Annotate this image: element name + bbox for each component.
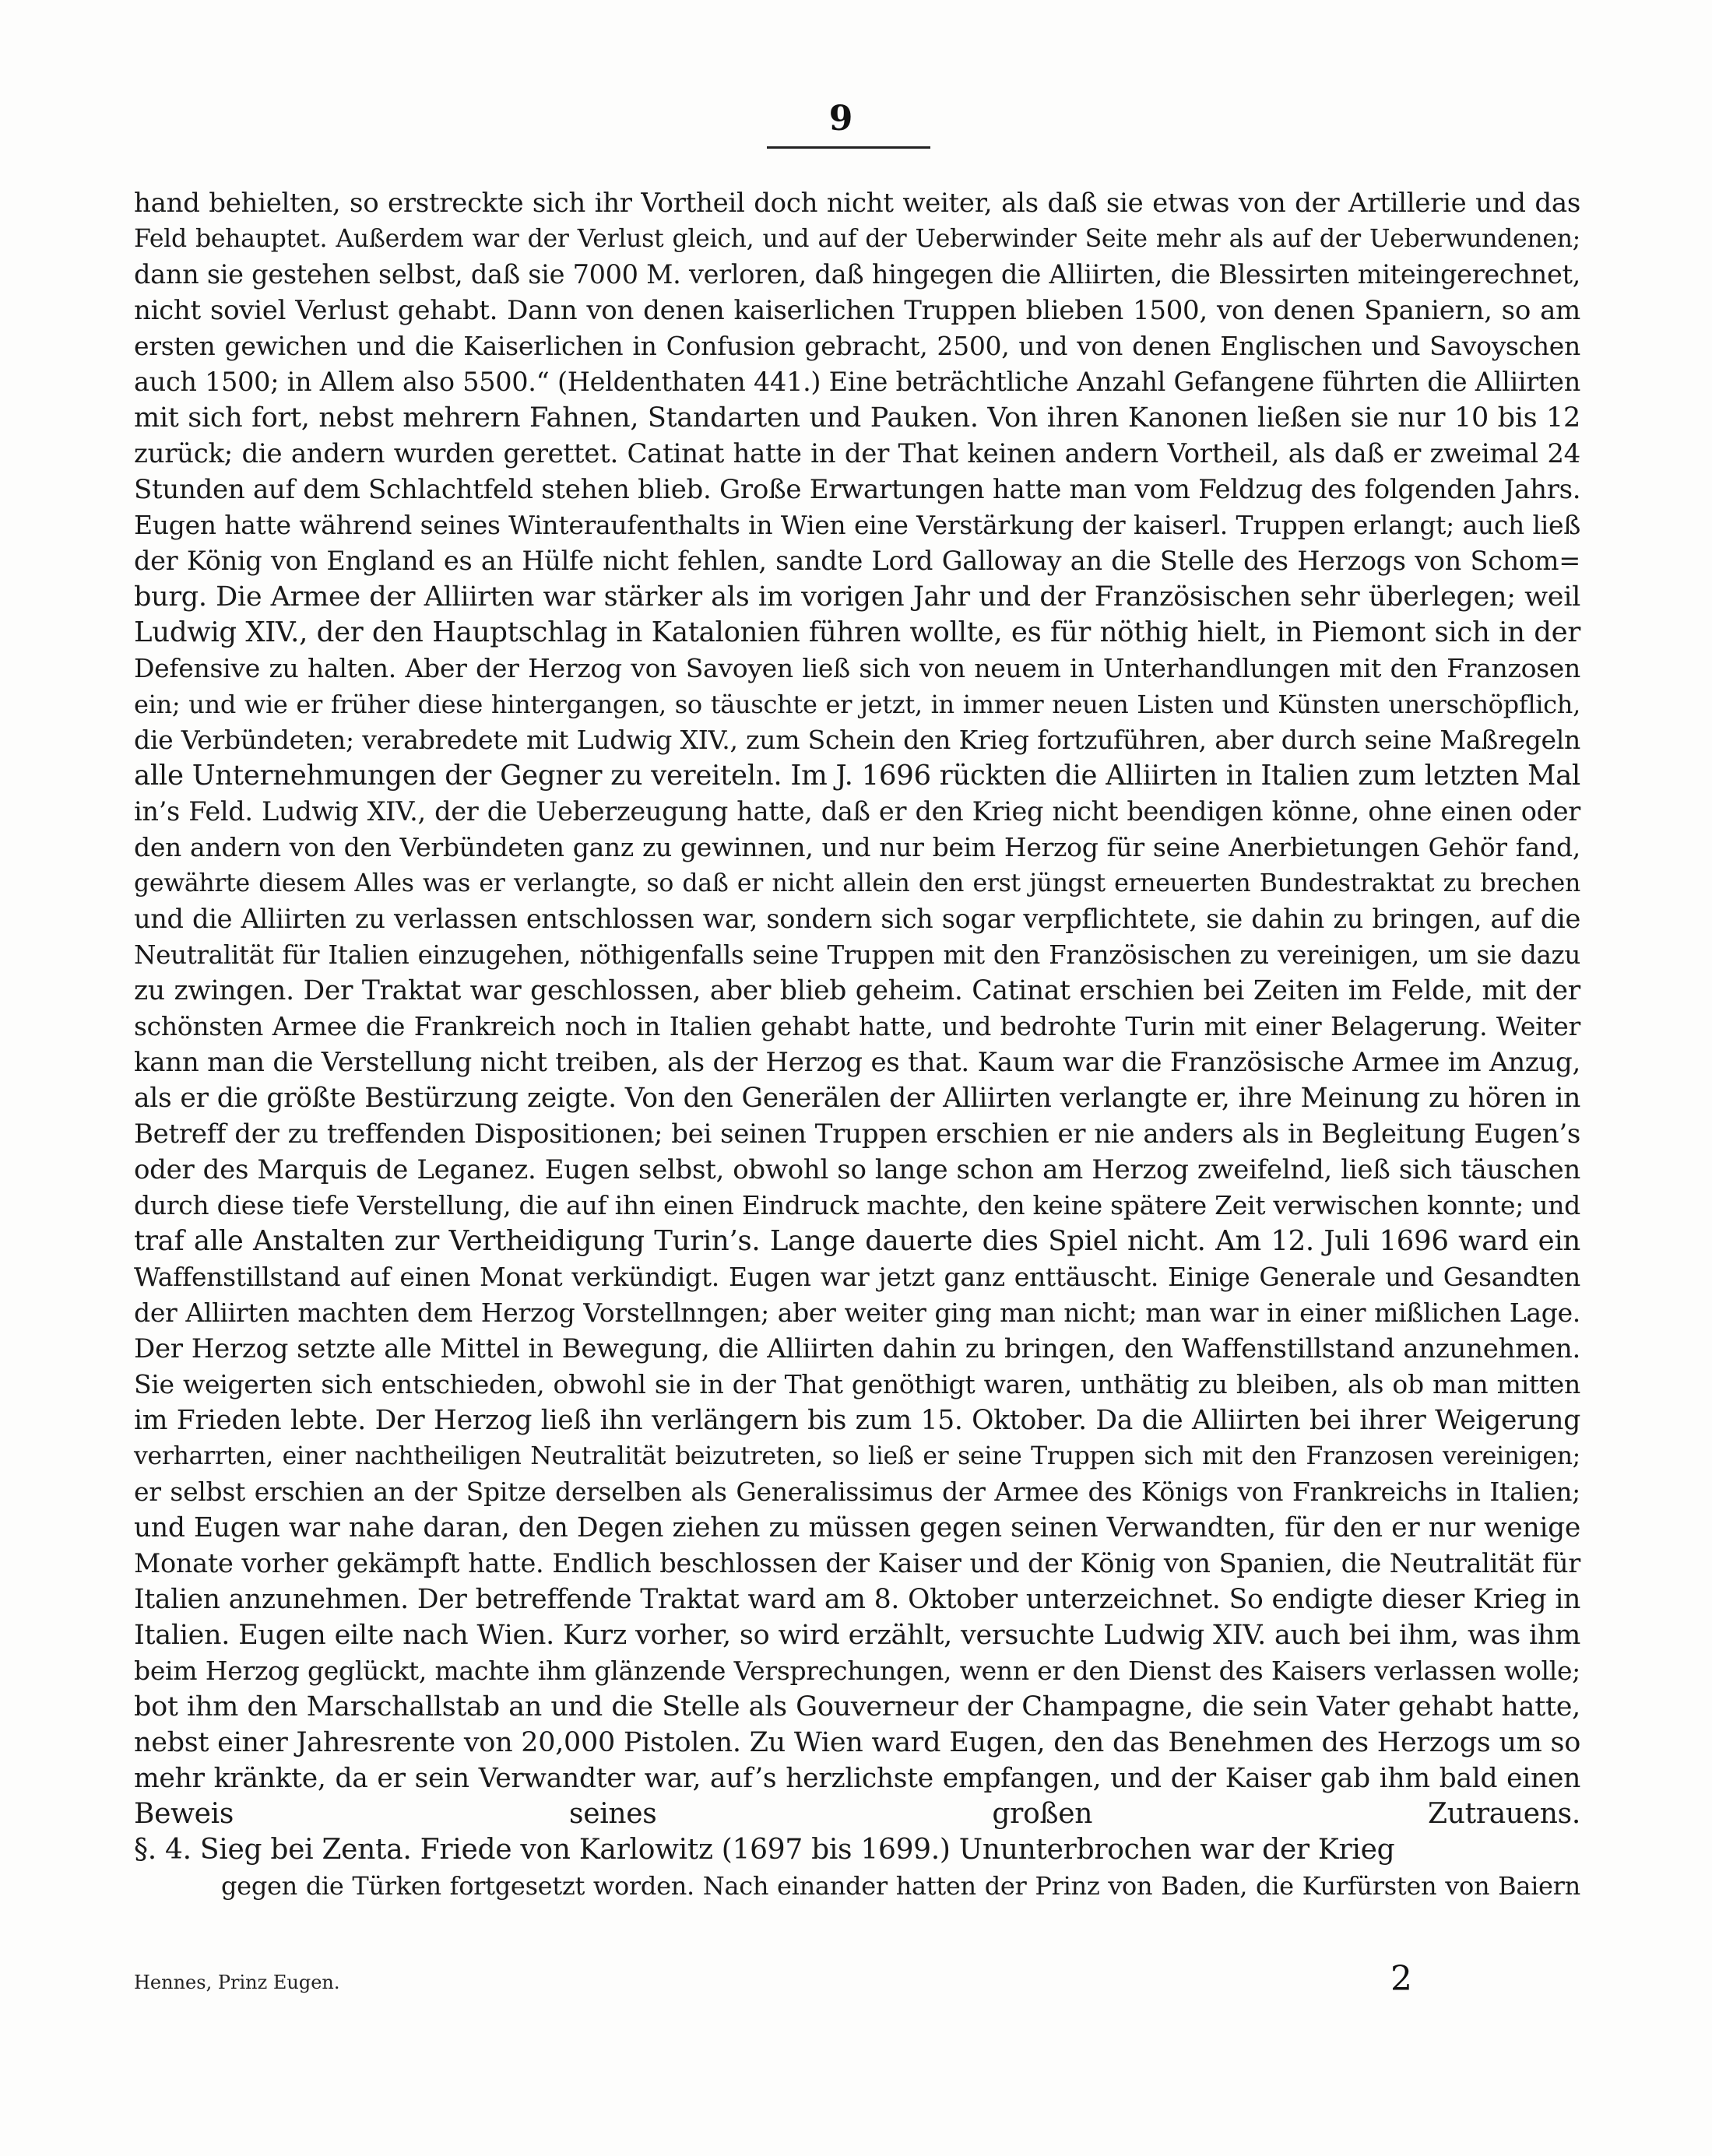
text-line bbox=[134, 1904, 1580, 1940]
text-line: traf alle Anstalten zur Vertheidigung Turin’s. Lange dauerte dies Spiel nicht. Am 12. Juli 1696 ward ein bbox=[134, 1225, 1580, 1257]
section-heading-line: gegen die Türken fortgesetzt worden. Nach einander hatten der Prinz von Baden, die Kurfürsten von Baiern bbox=[221, 1871, 1580, 1901]
text-line: Monate vorher gekämpft hatte. Endlich beschlossen der Kaiser und der König von Spanien, die Neutralität für bbox=[134, 1548, 1580, 1578]
header-rule bbox=[767, 146, 930, 149]
text-line: mit sich fort, nebst mehrern Fahnen, Standarten und Pauken. Von ihren Kanonen ließen sie nur 10 bis 12 bbox=[134, 402, 1580, 434]
text-line: als er die größte Bestürzung zeigte. Von den Generälen der Alliirten verlangte er, ihre Meinung zu hören in bbox=[134, 1083, 1580, 1114]
text-line: durch diese tiefe Verstellung, die auf ihn einen Eindruck machte, den keine spätere Zeit verwischen konnte; und bbox=[134, 1190, 1580, 1220]
text-line: er selbst erschien an der Spitze derselben als Generalissimus der Armee des Königs von Frankreichs in Italien; bbox=[134, 1477, 1580, 1507]
text-line: in’s Feld. Ludwig XIV., der die Ueberzeugung hatte, daß er den Krieg nicht beendigen könne, ohne einen oder bbox=[134, 796, 1580, 827]
text-line: und Eugen war nahe daran, den Degen ziehen zu müssen gegen seinen Verwandten, für den er nur wenige bbox=[134, 1512, 1580, 1543]
text-line: burg. Die Armee der Alliirten war stärker als im vorigen Jahr und der Französischen sehr überlegen; weil bbox=[134, 581, 1580, 613]
text-line: Sie weigerten sich entschieden, obwohl sie in der That genöthigt waren, unthätig zu bleiben, als ob man mitten bbox=[134, 1369, 1580, 1399]
text-line: ein; und wie er früher diese hintergangen, so täuschte er jetzt, in immer neuen Listen und Künsten unerschöpflich, bbox=[134, 690, 1580, 719]
text-line: mehr kränkte, da er sein Verwandter war, auf’s herzlichste empfangen, und der Kaiser gab ihm bald einen bbox=[134, 1763, 1580, 1794]
text-line: der König von England es an Hülfe nicht fehlen, sandte Lord Galloway an die Stelle des Herzogs von Schom= bbox=[134, 546, 1580, 576]
text-line: Waffenstillstand auf einen Monat verkündigt. Eugen war jetzt ganz enttäuscht. Einige Generale und Gesandten bbox=[134, 1262, 1580, 1292]
text-line: zu zwingen. Der Traktat war geschlossen, aber blieb geheim. Catinat erschien bei Zeiten im Felde, mit der bbox=[134, 975, 1580, 1006]
text-line: im Frieden lebte. Der Herzog ließ ihn verlängern bis zum 15. Oktober. Da die Alliirten bei ihrer Weigerung bbox=[134, 1405, 1580, 1436]
text-line: gewährte diesem Alles was er verlangte, so daß er nicht allein den erst jüngst erneuerten Bundestraktat zu brechen bbox=[134, 869, 1580, 897]
text-line: Der Herzog setzte alle Mittel in Bewegung, die Alliirten dahin zu bringen, den Waffenstillstand anzunehmen. bbox=[134, 1333, 1580, 1364]
text-line: dann sie gestehen selbst, daß sie 7000 M. verloren, daß hingegen die Alliirten, die Blessirten miteingerechnet, bbox=[134, 259, 1580, 290]
text-line: kann man die Verstellung nicht treiben, als der Herzog es that. Kaum war die Französische Armee im Anzug, bbox=[134, 1047, 1580, 1078]
text-line: nebst einer Jahresrente von 20,000 Pistolen. Zu Wien ward Eugen, den das Benehmen des Herzogs um so bbox=[134, 1727, 1580, 1758]
text-line: Ludwig XIV., der den Hauptschlag in Katalonien führen wollte, es für nöthig hielt, in Piemont sich in der bbox=[134, 616, 1580, 648]
text-line: hand behielten, so erstreckte sich ihr Vortheil doch nicht weiter, als daß sie etwas von der Artillerie und das bbox=[134, 188, 1580, 219]
text-line: oder des Marquis de Leganez. Eugen selbst, obwohl so lange schon am Herzog zweifelnd, ließ sich täuschen bbox=[134, 1154, 1580, 1185]
text-line: nicht soviel Verlust gehabt. Dann von denen kaiserlichen Truppen blieben 1500, von denen Spaniern, so am bbox=[134, 295, 1580, 326]
text-line: Eugen hatte während seines Winteraufenthalts in Wien eine Verstärkung der kaiserl. Truppen erlangt; auch ließ bbox=[134, 510, 1580, 540]
text-line: auch 1500; in Allem also 5500.“ (Heldenthaten 441.) Eine beträchtliche Anzahl Gefangene führten die Alliirten bbox=[134, 367, 1580, 397]
text-line: Feld behauptet. Außerdem war der Verlust gleich, und auf der Ueberwinder Seite mehr als auf der Ueberwundenen; bbox=[134, 225, 1580, 253]
text-line: Neutralität für Italien einzugehen, nöthigenfalls seine Truppen mit den Französischen zu vereinigen, um sie dazu bbox=[134, 940, 1580, 970]
text-line: alle Unternehmungen der Gegner zu vereiteln. Im J. 1696 rückten die Alliirten in Italien zum letzten Mal bbox=[134, 760, 1580, 792]
body-text bbox=[134, 185, 1580, 1940]
text-line: bot ihm den Marschallstab an und die Stelle als Gouverneur der Champagne, die sein Vater gehabt hatte, bbox=[134, 1691, 1580, 1722]
text-line: Betreff der zu treffenden Dispositionen; bei seinen Truppen erschien er nie anders als in Begleitung Eugen’s bbox=[134, 1118, 1580, 1150]
sheet-number: 2 bbox=[1390, 1959, 1412, 1999]
text-line: schönsten Armee die Frankreich noch in Italien gehabt hatte, und bedrohte Turin mit einer Belagerung. Weiter bbox=[134, 1011, 1580, 1041]
text-line: beim Herzog geglückt, machte ihm glänzende Versprechungen, wenn er den Dienst des Kaisers verlassen wolle; bbox=[134, 1656, 1580, 1686]
text-line: die Verbündeten; verabredete mit Ludwig XIV., zum Schein den Krieg fortzuführen, aber durch seine Maßregeln bbox=[134, 725, 1580, 755]
text-line: ersten gewichen und die Kaiserlichen in Confusion gebracht, 2500, und von denen Englischen und Savoyschen bbox=[134, 331, 1580, 361]
text-line: und die Alliirten zu verlassen entschlossen war, sondern sich sogar verpflichtete, sie dahin zu bringen, auf die bbox=[134, 904, 1580, 934]
text-line: Stunden auf dem Schlachtfeld stehen blieb. Große Erwartungen hatte man vom Feldzug des folgenden Jahrs. bbox=[134, 474, 1581, 505]
text-line: verharrten, einer nachtheiligen Neutralität beizutreten, so ließ er seine Truppen sich mit den Franzosen vereinigen; bbox=[134, 1442, 1580, 1470]
text-line: Beweis seines großen Zutrauens. bbox=[134, 1798, 1580, 1830]
text-line: Defensive zu halten. Aber der Herzog von Savoyen ließ sich von neuem in Unterhandlungen mit den Franzosen bbox=[134, 653, 1580, 683]
text-line: den andern von den Verbündeten ganz zu gewinnen, und nur beim Herzog für seine Anerbietungen Gehör fand, bbox=[134, 832, 1580, 862]
text-line: der Alliirten machten dem Herzog Vorstellnngen; aber weiter ging man nicht; man war in einer mißlichen Lage. bbox=[134, 1297, 1580, 1328]
text-line: Italien. Eugen eilte nach Wien. Kurz vorher, so wird erzählt, versuchte Ludwig XIV. auch bei ihm, was ihm bbox=[134, 1620, 1580, 1651]
footer-signature: Hennes, Prinz Eugen. bbox=[134, 1972, 340, 1993]
page-number: 9 bbox=[828, 99, 853, 139]
text-line: Italien anzunehmen. Der betreffende Traktat ward am 8. Oktober unterzeichnet. So endigte dieser Krieg in bbox=[134, 1584, 1580, 1615]
text-line: zurück; die andern wurden gerettet. Catinat hatte in der That keinen andern Vortheil, als daß er zweimal 24 bbox=[134, 438, 1580, 469]
text-line: §. 4. Sieg bei Zenta. Friede von Karlowitz (1697 bis 1699.) Ununterbrochen war der Krieg bbox=[134, 1834, 1395, 1866]
